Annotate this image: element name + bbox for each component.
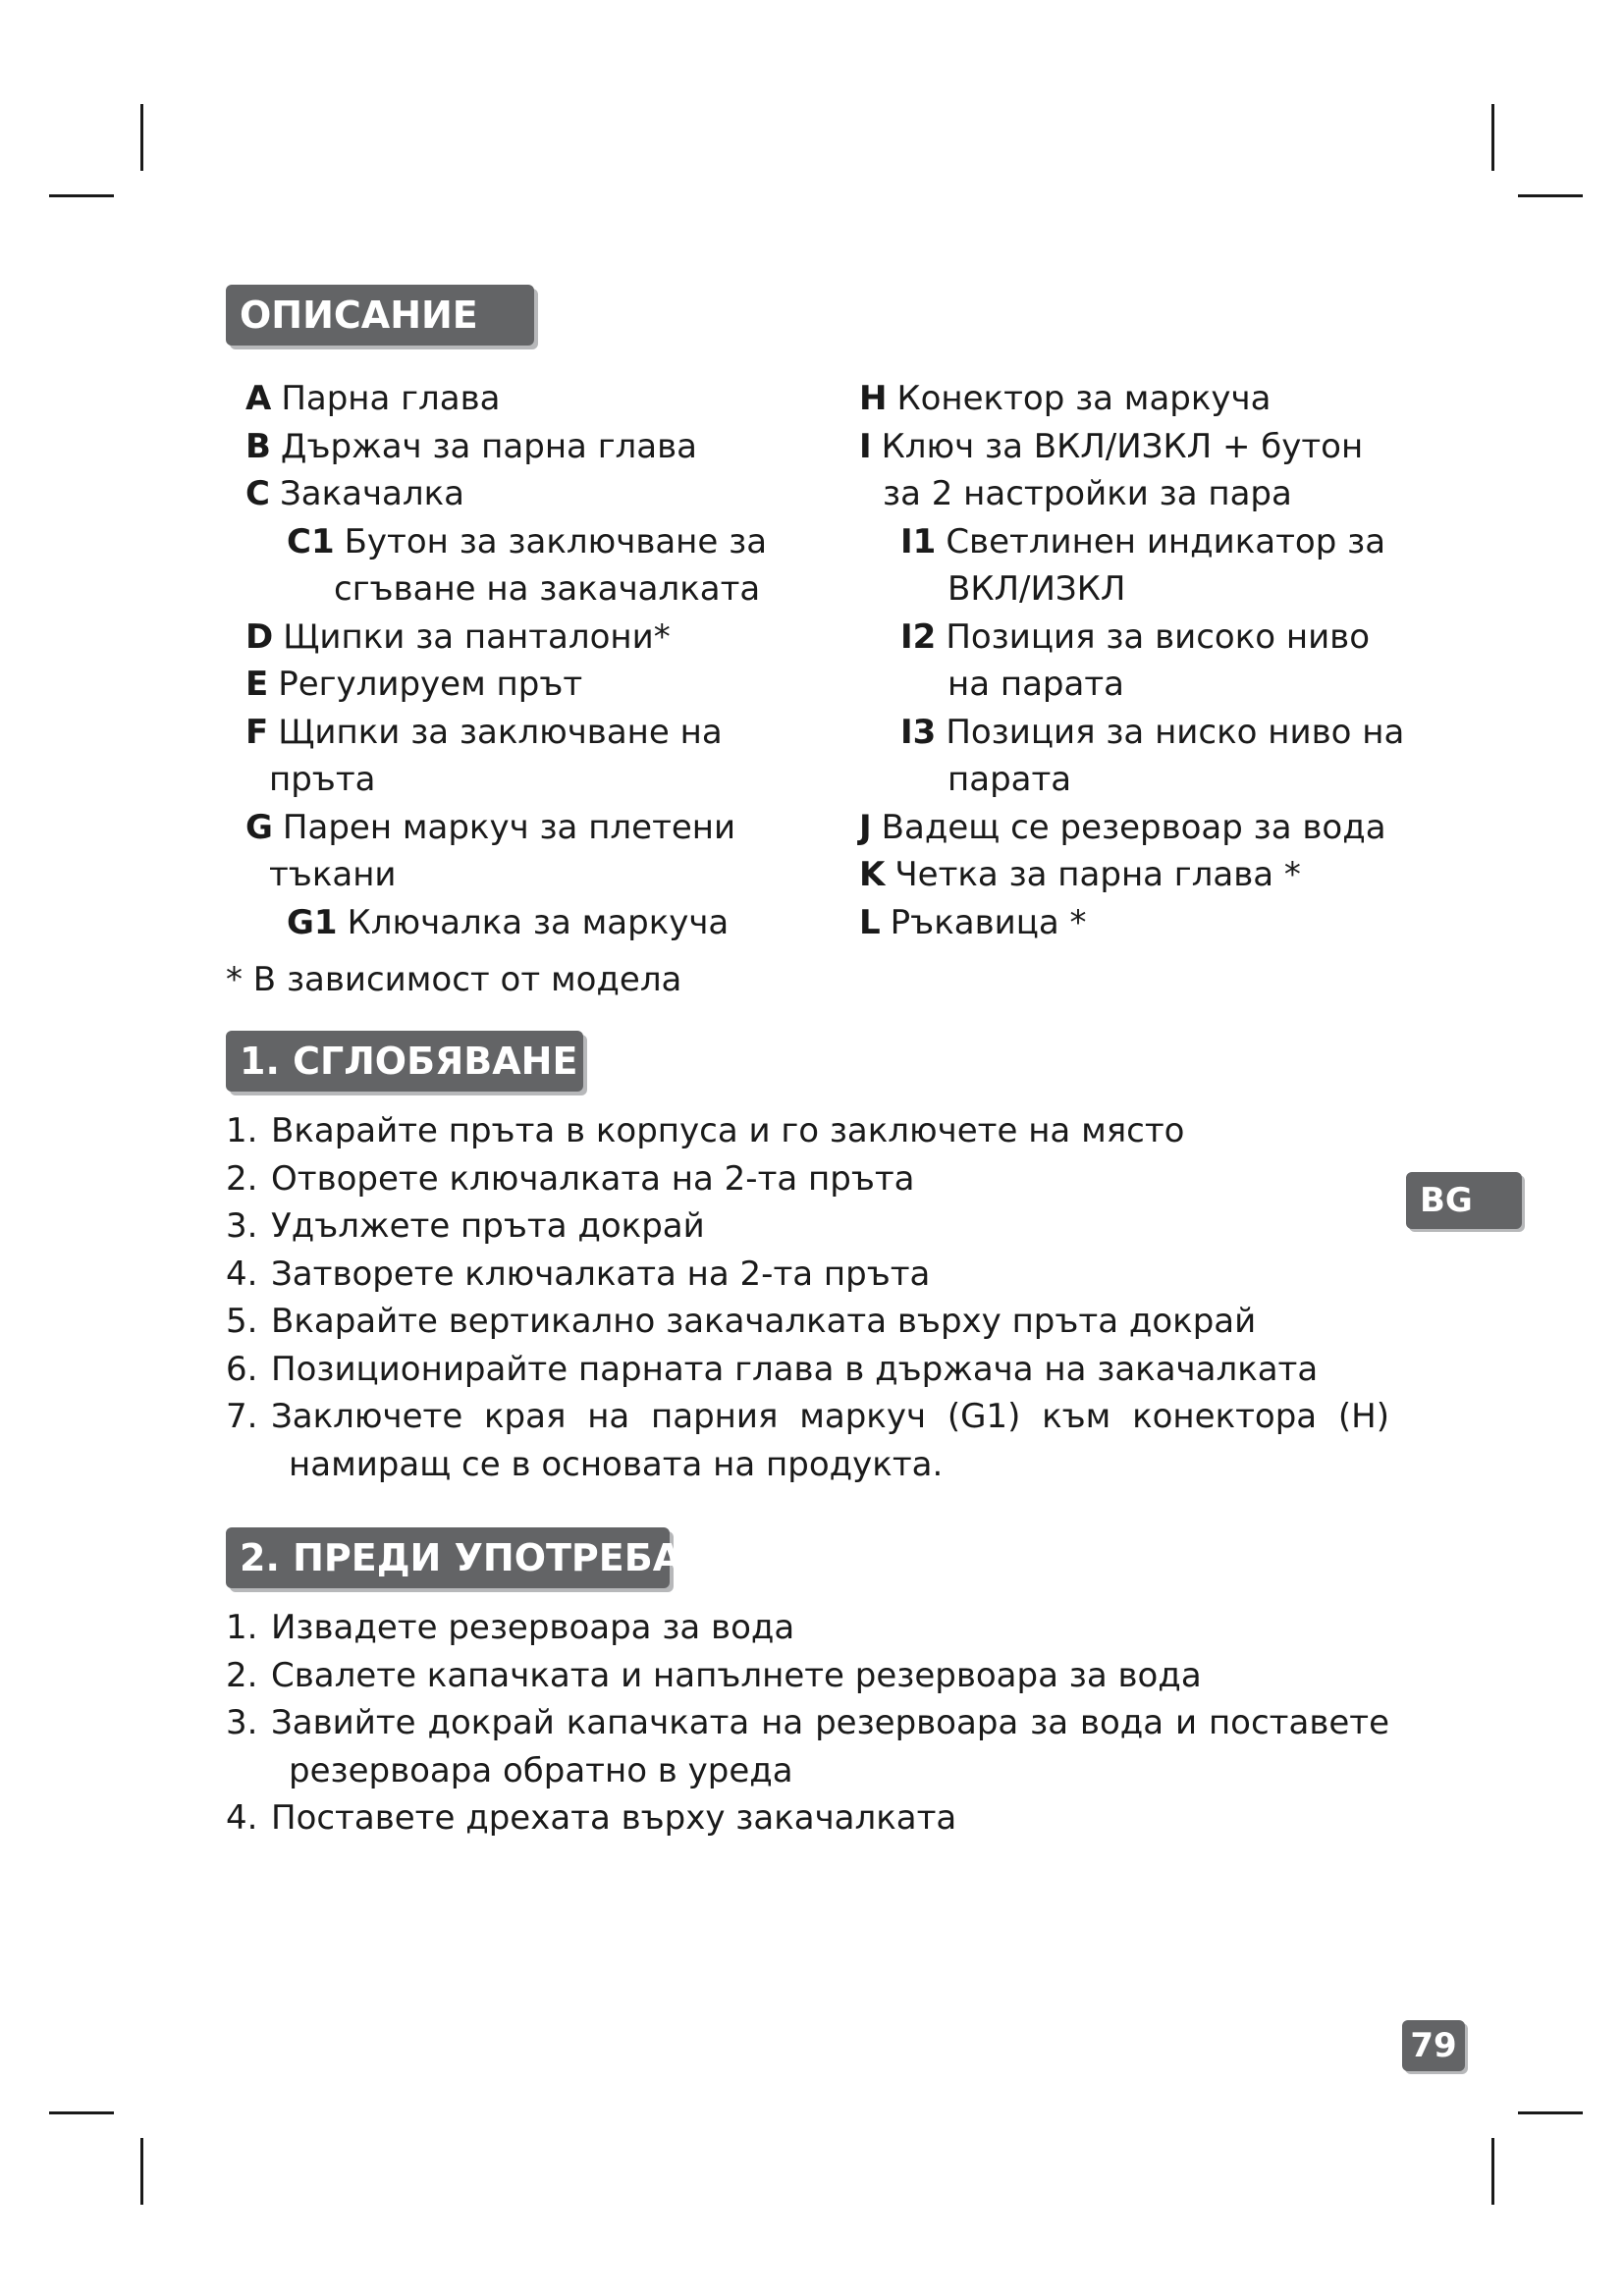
step-number: 7. xyxy=(226,1397,258,1436)
crop-mark-top-left-horizontal xyxy=(49,194,114,197)
list-item xyxy=(226,1298,1389,1346)
parts-list-left xyxy=(226,375,815,946)
part-letter: G xyxy=(245,807,273,847)
list-item xyxy=(226,1107,1389,1155)
assembly-steps xyxy=(226,1107,1389,1488)
crop-mark-bottom-right-horizontal xyxy=(1518,2111,1583,2114)
part-letter: I2 xyxy=(900,616,937,657)
list-item xyxy=(226,1699,1389,1794)
list-item xyxy=(226,1346,1389,1394)
part-label: Щипки за панталони* xyxy=(283,616,671,657)
crop-mark-bottom-left-vertical xyxy=(140,2138,143,2205)
step-text: Завийте докрай капачката на резервоара за вода и поставете резервоара обратно в уреда xyxy=(271,1703,1389,1790)
step-text: Удължете пръта докрай xyxy=(271,1206,705,1246)
part-letter: B xyxy=(245,426,271,466)
part-item-b xyxy=(226,423,815,471)
model-note: * В зависимост от модела xyxy=(226,960,682,999)
part-item-i xyxy=(839,423,1409,518)
parts-list-right xyxy=(839,375,1409,946)
part-item-g xyxy=(226,804,815,899)
part-label: Бутон за заключване за сгъване на закачалката xyxy=(334,521,768,609)
step-number: 2. xyxy=(226,1158,258,1199)
part-letter: C1 xyxy=(287,521,335,561)
step-number: 2. xyxy=(226,1655,258,1695)
page-number: 79 xyxy=(1402,2020,1465,2071)
part-label: Държач за парна глава xyxy=(280,426,697,466)
list-item xyxy=(226,1794,1389,1842)
crop-mark-bottom-left-horizontal xyxy=(49,2111,114,2114)
list-item xyxy=(226,1604,1389,1652)
step-number: 1. xyxy=(226,1608,258,1647)
part-item-j xyxy=(839,804,1409,852)
step-number: 3. xyxy=(226,1703,258,1742)
part-label: Ключалка за маркуча xyxy=(347,902,730,942)
step-text: Поставете дрехата върху закачалката xyxy=(271,1798,957,1838)
step-text: Заключете края на парния маркуч (G1) към конектора (H) намиращ се в основата на продукта. xyxy=(271,1397,1389,1484)
list-item xyxy=(226,1393,1389,1488)
part-label: Закачалка xyxy=(279,474,464,513)
crop-mark-top-left-vertical xyxy=(140,104,143,171)
part-letter: E xyxy=(245,665,269,704)
crop-mark-bottom-right-vertical xyxy=(1491,2138,1494,2205)
part-letter: D xyxy=(245,616,274,657)
list-item xyxy=(226,1202,1389,1251)
part-label: Конектор за маркуча xyxy=(896,379,1272,418)
list-item xyxy=(226,1652,1389,1700)
step-text: Затворете ключалката на 2-та пръта xyxy=(271,1254,931,1294)
step-number: 4. xyxy=(226,1798,258,1838)
part-item-f xyxy=(226,709,815,804)
crop-mark-top-right-horizontal xyxy=(1518,194,1583,197)
step-text: Позиционирайте парната глава в държача на закачалката xyxy=(271,1349,1319,1389)
part-label: Позиция за високо ниво на парата xyxy=(946,616,1371,704)
part-item-e xyxy=(226,661,815,709)
list-item xyxy=(226,1251,1389,1299)
assembly-heading: 1. СГЛОБЯВАНЕ xyxy=(226,1031,583,1092)
crop-mark-top-right-vertical xyxy=(1491,104,1494,171)
part-label: Щипки за заключване на пръта xyxy=(269,712,723,799)
part-item-a xyxy=(226,375,815,423)
part-item-l xyxy=(839,899,1409,947)
part-item-c xyxy=(226,470,815,518)
step-number: 1. xyxy=(226,1111,258,1150)
step-number: 3. xyxy=(226,1206,258,1246)
part-label: Вадещ се резервоар за вода xyxy=(881,807,1386,847)
step-text: Вкарайте пръта в корпуса и го заключете на място xyxy=(271,1111,1185,1150)
part-letter: A xyxy=(245,379,272,418)
step-text: Отворете ключалката на 2-та пръта xyxy=(271,1158,915,1199)
before-use-steps xyxy=(226,1604,1389,1842)
description-heading: ОПИСАНИЕ xyxy=(226,285,534,346)
part-item-k xyxy=(839,851,1409,899)
part-label: Парен маркуч за плетени тъкани xyxy=(269,807,736,894)
part-item-i1 xyxy=(839,518,1409,614)
part-letter: G1 xyxy=(287,902,338,942)
part-item-c1 xyxy=(226,518,815,614)
part-letter: I xyxy=(859,426,872,466)
step-text: Извадете резервоара за вода xyxy=(271,1608,795,1647)
language-tab: BG xyxy=(1406,1172,1522,1229)
part-letter: J xyxy=(859,807,872,847)
part-item-h xyxy=(839,375,1409,423)
part-letter: I3 xyxy=(900,712,937,752)
part-item-d xyxy=(226,614,815,662)
part-label: Позиция за ниско ниво на парата xyxy=(946,712,1405,799)
part-label: Четка за парна глава * xyxy=(894,855,1301,894)
part-letter: F xyxy=(245,712,269,752)
part-letter: K xyxy=(859,855,886,894)
before-use-heading: 2. ПРЕДИ УПОТРЕБА xyxy=(226,1527,670,1588)
step-number: 5. xyxy=(226,1302,258,1341)
part-item-g1 xyxy=(226,899,815,947)
step-number: 6. xyxy=(226,1349,258,1389)
step-text: Вкарайте вертикално закачалката върху пръта докрай xyxy=(271,1302,1257,1341)
part-label: Парна глава xyxy=(281,379,501,418)
part-letter: H xyxy=(859,379,888,418)
part-letter: C xyxy=(245,474,270,513)
part-item-i2 xyxy=(839,614,1409,709)
step-text: Свалете капачката и напълнете резервоара за вода xyxy=(271,1655,1202,1695)
part-item-i3 xyxy=(839,709,1409,804)
list-item xyxy=(226,1155,1389,1203)
part-letter: L xyxy=(859,902,881,942)
part-letter: I1 xyxy=(900,521,937,561)
part-label: Ръкавица * xyxy=(890,902,1087,942)
part-label: Регулируем прът xyxy=(278,665,583,704)
part-label: Светлинен индикатор за ВКЛ/ИЗКЛ xyxy=(946,521,1386,609)
step-number: 4. xyxy=(226,1254,258,1294)
part-label: Ключ за ВКЛ/ИЗКЛ + бутон за 2 настройки за пара xyxy=(881,426,1364,513)
